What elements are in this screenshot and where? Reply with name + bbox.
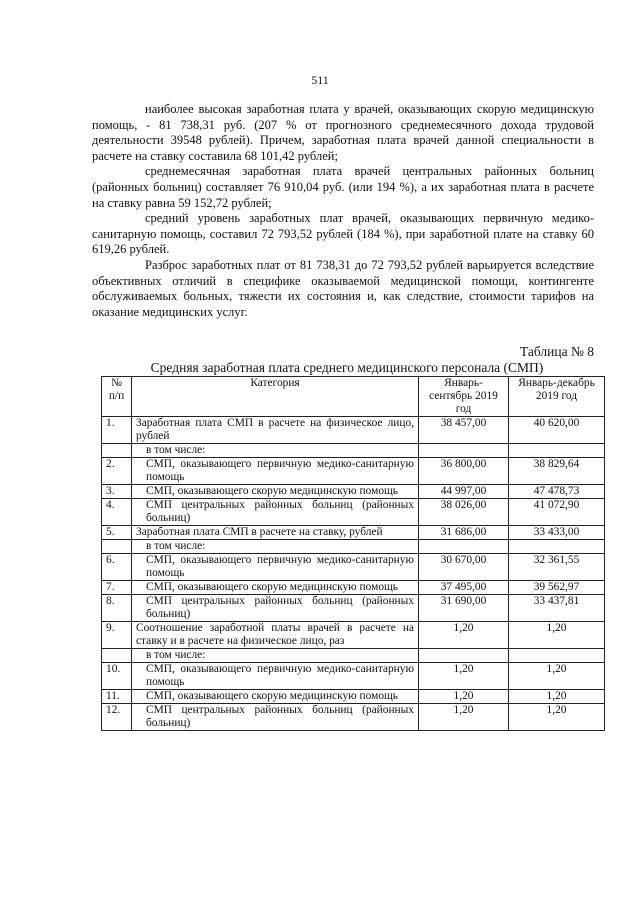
row-value-jan-sep bbox=[419, 444, 509, 458]
row-value-jan-dec: 41 072,90 bbox=[509, 499, 605, 526]
row-value-jan-dec bbox=[509, 444, 605, 458]
row-category: Соотношение заработной платы врачей в расчете на ставку и в расчете на физическое лицо, раз bbox=[132, 622, 419, 649]
header-jan-sep: Январь-сентябрь 2019 год bbox=[419, 377, 509, 417]
table-row bbox=[102, 649, 605, 663]
row-num: 5. bbox=[102, 526, 132, 540]
table-row bbox=[102, 595, 605, 622]
table-row bbox=[102, 540, 605, 554]
row-category: СМП, оказывающего первичную медико-санитарную помощь bbox=[132, 458, 419, 485]
row-category: СМП, оказывающего скорую медицинскую помощь bbox=[132, 485, 419, 499]
row-category: СМП, оказывающего скорую медицинскую помощь bbox=[132, 690, 419, 704]
table-row bbox=[102, 458, 605, 485]
row-category: Заработная плата СМП в расчете на физическое лицо, рублей bbox=[132, 417, 419, 444]
row-num: 1. bbox=[102, 417, 132, 444]
paragraph: Разброс заработных плат от 81 738,31 до 72 793,52 рублей варьируется вследствие объективных отличий в специфике оказываемой медицинской помощи, контингенте обслуживаемых больных, тяжести их состояния и, как следствие, стоимости тарифов на оказание медицинских услуг. bbox=[92, 257, 594, 319]
row-value-jan-sep: 38 026,00 bbox=[419, 499, 509, 526]
row-value-jan-dec: 33 437,81 bbox=[509, 595, 605, 622]
table-row bbox=[102, 499, 605, 526]
row-category: СМП, оказывающего первичную медико-санитарную помощь bbox=[132, 554, 419, 581]
page-number: 511 bbox=[311, 73, 329, 87]
row-category: в том числе: bbox=[132, 540, 419, 554]
table-row bbox=[102, 704, 605, 731]
table-header-row bbox=[102, 377, 605, 417]
row-category: СМП центральных районных больниц (районных больниц) bbox=[132, 499, 419, 526]
salary-table bbox=[101, 376, 605, 731]
header-num: № п/п bbox=[102, 377, 132, 417]
row-value-jan-sep: 38 457,00 bbox=[419, 417, 509, 444]
row-value-jan-dec: 1,20 bbox=[509, 704, 605, 731]
row-value-jan-dec bbox=[509, 540, 605, 554]
table-row bbox=[102, 554, 605, 581]
row-value-jan-sep: 37 495,00 bbox=[419, 581, 509, 595]
row-value-jan-dec: 32 361,55 bbox=[509, 554, 605, 581]
row-category: в том числе: bbox=[132, 444, 419, 458]
row-num: 6. bbox=[102, 554, 132, 581]
row-num: 11. bbox=[102, 690, 132, 704]
row-value-jan-dec: 33 433,00 bbox=[509, 526, 605, 540]
table-row bbox=[102, 444, 605, 458]
row-value-jan-dec: 40 620,00 bbox=[509, 417, 605, 444]
row-category: СМП центральных районных больниц (районных больниц) bbox=[132, 704, 419, 731]
row-num: 7. bbox=[102, 581, 132, 595]
paragraph: средний уровень заработных плат врачей, оказывающих первичную медико-санитарную помощь, составил 72 793,52 рублей (184 %), при заработной плате на ставку 60 619,26 рублей. bbox=[92, 211, 594, 257]
row-value-jan-sep: 1,20 bbox=[419, 663, 509, 690]
row-num bbox=[102, 444, 132, 458]
paragraph: наиболее высокая заработная плата у врачей, оказывающих скорую медицинскую помощь, - 81 738,31 руб. (207 % от прогнозного среднемесячного дохода трудовой деятельности 39548 рублей). Причем, заработная плата врачей данной специальности в расчете на ставку составила 68 101,42 рублей; bbox=[92, 102, 594, 163]
row-num: 3. bbox=[102, 485, 132, 499]
table-row bbox=[102, 690, 605, 704]
row-value-jan-dec bbox=[509, 649, 605, 663]
row-value-jan-sep: 31 690,00 bbox=[419, 595, 509, 622]
row-category: СМП, оказывающего скорую медицинскую помощь bbox=[132, 581, 419, 595]
row-value-jan-sep: 1,20 bbox=[419, 622, 509, 649]
row-category: в том числе: bbox=[132, 649, 419, 663]
row-category: Заработная плата СМП в расчете на ставку, рублей bbox=[132, 526, 419, 540]
row-value-jan-dec: 1,20 bbox=[509, 690, 605, 704]
row-value-jan-sep: 36 800,00 bbox=[419, 458, 509, 485]
row-value-jan-sep: 31 686,00 bbox=[419, 526, 509, 540]
row-value-jan-sep: 30 670,00 bbox=[419, 554, 509, 581]
table-row bbox=[102, 622, 605, 649]
table-row bbox=[102, 417, 605, 444]
table-title: Средняя заработная плата среднего медицинского персонала (СМП) bbox=[150, 360, 544, 375]
row-category: СМП, оказывающего первичную медико-санитарную помощь bbox=[132, 663, 419, 690]
row-value-jan-sep: 44 997,00 bbox=[419, 485, 509, 499]
table-row bbox=[102, 485, 605, 499]
table-row bbox=[102, 663, 605, 690]
header-jan-dec: Январь-декабрь 2019 год bbox=[509, 377, 605, 417]
row-value-jan-sep bbox=[419, 649, 509, 663]
row-value-jan-dec: 39 562,97 bbox=[509, 581, 605, 595]
header-category: Категория bbox=[132, 377, 419, 417]
row-num: 10. bbox=[102, 663, 132, 690]
row-num: 8. bbox=[102, 595, 132, 622]
row-num: 4. bbox=[102, 499, 132, 526]
paragraph: среднемесячная заработная плата врачей центральных районных больниц (районных больниц) составляет 76 910,04 руб. (или 194 %), а их заработная плата в расчете на ставку равна 59 152,72 рублей; bbox=[92, 164, 594, 210]
row-num: 2. bbox=[102, 458, 132, 485]
row-num bbox=[102, 649, 132, 663]
row-value-jan-sep bbox=[419, 540, 509, 554]
table-row bbox=[102, 526, 605, 540]
body-text bbox=[92, 102, 594, 320]
row-category: СМП центральных районных больниц (районных больниц) bbox=[132, 595, 419, 622]
table-number-label: Таблица № 8 bbox=[520, 344, 594, 359]
table-row bbox=[102, 581, 605, 595]
row-value-jan-dec: 38 829,64 bbox=[509, 458, 605, 485]
row-value-jan-dec: 1,20 bbox=[509, 622, 605, 649]
row-num: 12. bbox=[102, 704, 132, 731]
row-value-jan-dec: 1,20 bbox=[509, 663, 605, 690]
row-value-jan-sep: 1,20 bbox=[419, 704, 509, 731]
row-num: 9. bbox=[102, 622, 132, 649]
row-num bbox=[102, 540, 132, 554]
row-value-jan-sep: 1,20 bbox=[419, 690, 509, 704]
row-value-jan-dec: 47 478,73 bbox=[509, 485, 605, 499]
